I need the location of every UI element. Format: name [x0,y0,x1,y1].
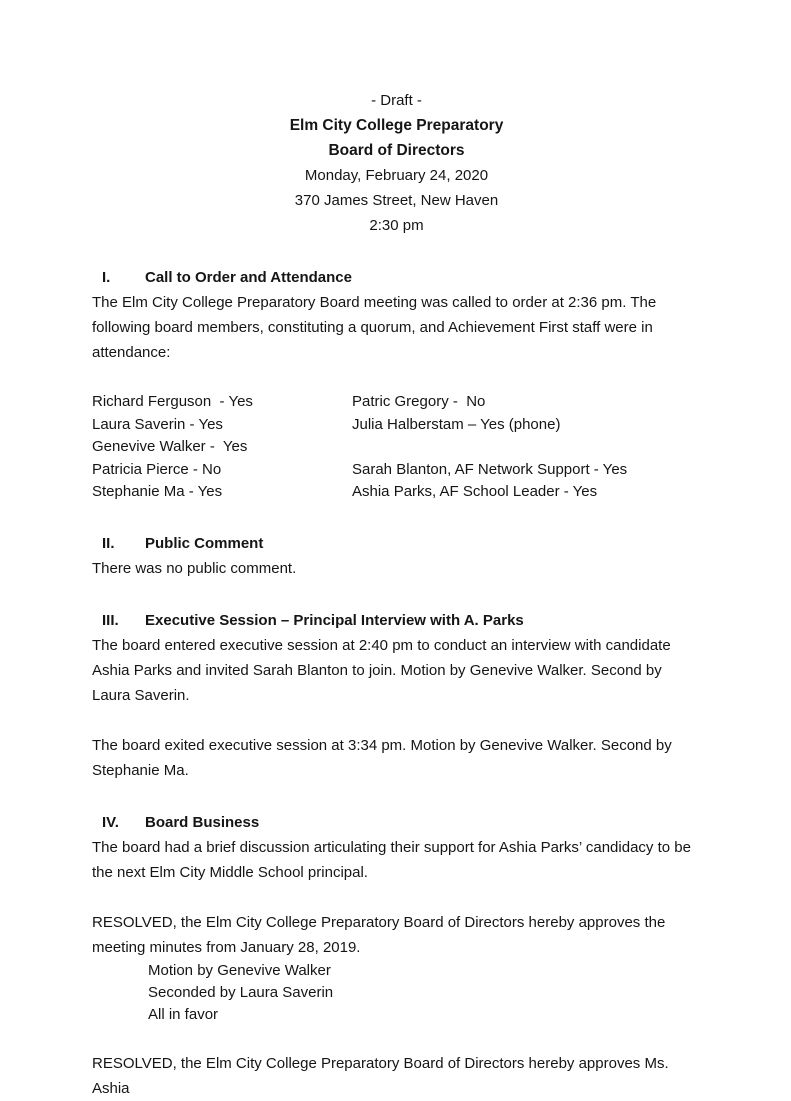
public-comment-paragraph: There was no public comment. [92,559,297,577]
section-numeral: III. [102,611,119,629]
call-to-order-paragraph: The Elm City College Preparatory Board meeting was called to order at 2:36 pm. The following board members, constituting a quorum, and Achievement First staff were in attendance: [92,294,657,361]
section-numeral: I. [102,269,111,286]
meeting-date: Monday, February 24, 2020 [304,167,489,184]
seconded-line: Seconded by Laura Saverin [148,983,334,1001]
attendee-entry: Genevive Walker - Yes [92,438,248,455]
attendee-entry: Stephanie Ma - Yes [92,483,223,500]
section-heading-board-business [92,810,701,835]
section-heading-text: Board Business [145,813,260,831]
section-heading-public-comment [92,531,701,556]
motion-lines [92,960,701,1026]
attendee-entry: Richard Ferguson - Yes [92,393,253,410]
all-in-favor-line: All in favor [148,1005,219,1023]
section-heading-call-to-order [92,265,701,290]
draft-label: - Draft - [371,92,422,109]
attendee-entry: Patric Gregory - No [352,393,486,410]
section-heading-text: Executive Session – Principal Interview with A. Parks [145,611,524,629]
meeting-address: 370 James Street, New Haven [294,192,499,209]
attendee-entry: Julia Halberstam – Yes (phone) [352,415,561,433]
executive-session-paragraph-1: The board entered executive session at 2:40 pm to conduct an interview with candidate Ashia Parks and invited Sarah Blanton to join. Motion by Genevive Walker. Second by Laura Saverin. [92,636,671,704]
attendance-roster [92,391,701,504]
doc-title: Elm City College Preparatory [289,117,504,134]
section-numeral: IV. [102,813,119,831]
board-business-paragraph: The board had a brief discussion articulating their support for Ashia Parks’ candidacy to be the next Elm City Middle School principal. [92,838,691,881]
resolved-minutes-paragraph: RESOLVED, the Elm City College Preparatory Board of Directors hereby approves the meeting minutes from January 28, 2019. [92,913,666,956]
section-heading-executive-session [92,608,701,633]
attendee-entry: Sarah Blanton, AF Network Support - Yes [352,460,628,478]
section-numeral: II. [102,534,115,552]
section-heading-text: Public Comment [145,534,264,552]
resolved-approval-paragraph: RESOLVED, the Elm City College Preparatory Board of Directors hereby approves Ms. Ashia [92,1054,669,1097]
doc-subtitle: Board of Directors [328,142,465,159]
section-heading-text: Call to Order and Attendance [145,269,352,286]
executive-session-paragraph-2: The board exited executive session at 3:34 pm. Motion by Genevive Walker. Second by Stephanie Ma. [92,736,672,779]
attendee-entry [352,436,701,459]
attendee-entry: Laura Saverin - Yes [92,415,223,433]
meeting-time: 2:30 pm [369,217,424,234]
motion-line: Motion by Genevive Walker [148,961,331,979]
attendee-entry: Patricia Pierce - No [92,460,222,478]
attendee-entry: Ashia Parks, AF School Leader - Yes [352,483,598,500]
